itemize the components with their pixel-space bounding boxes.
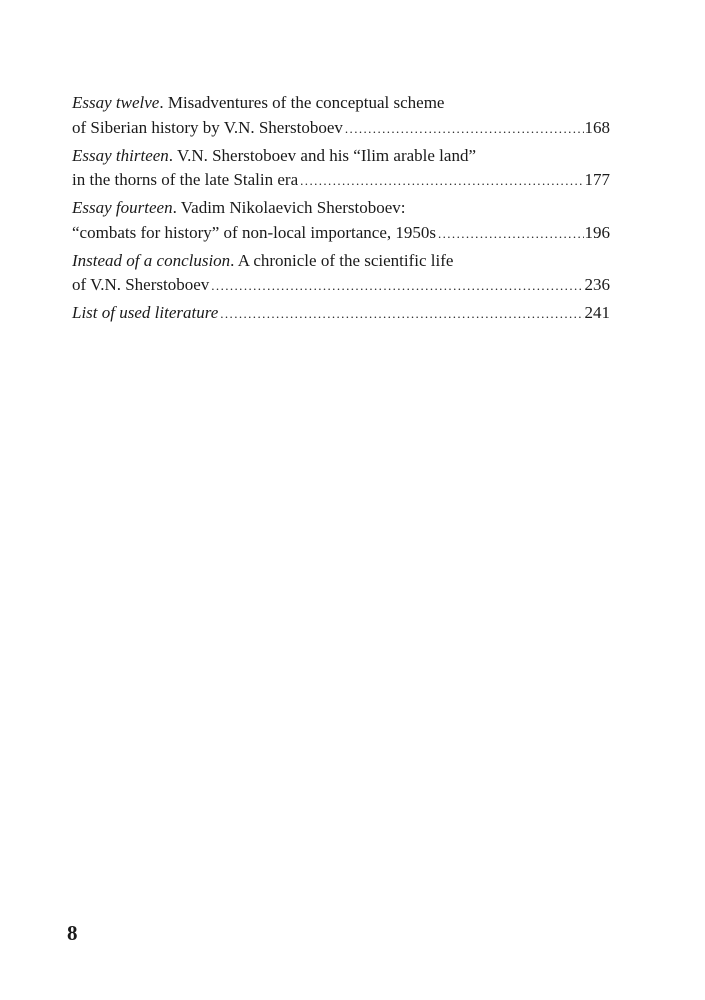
dot-leader: [220, 302, 583, 327]
toc-entry-title: . A chronicle of the scientific life: [230, 250, 454, 270]
toc-entry-label: Instead of a conclusion: [72, 250, 231, 270]
toc-entry-essay-fourteen[interactable]: [72, 196, 610, 246]
toc-entry-page-number: 196: [584, 222, 610, 242]
toc-entry-literature[interactable]: [72, 301, 610, 327]
toc-entry-last-line: [72, 301, 610, 327]
page-number: 8: [67, 921, 78, 945]
toc-entry-title: . Misadventures of the conceptual scheme: [159, 93, 445, 112]
toc-entry-title-continued: in the thorns of the late Stalin era: [72, 170, 299, 189]
toc-entry-last-line: [72, 168, 610, 194]
toc-entry-first-line: [72, 249, 610, 274]
toc-entry-last-line: [72, 221, 610, 247]
toc-entry-title-continued: of Siberian history by V.N. Sherstoboev: [72, 117, 343, 137]
toc-entry-essay-twelve[interactable]: [72, 91, 610, 141]
dot-leader: [345, 117, 584, 142]
toc-entry-page-number: 177: [584, 170, 610, 189]
toc-entry-first-line: [72, 144, 610, 169]
dot-leader: [438, 222, 584, 247]
toc-entry-first-line: [72, 91, 610, 116]
toc-entry-label: Essay twelve: [72, 93, 160, 112]
toc-entry-page-number: 168: [584, 117, 610, 137]
table-of-contents: [72, 91, 610, 329]
toc-entry-label: List of used literature: [72, 303, 219, 322]
toc-entry-first-line: [72, 196, 610, 221]
toc-entry-label: Essay fourteen: [72, 198, 173, 217]
toc-entry-last-line: [72, 116, 610, 142]
toc-entry-title: . V.N. Sherstoboev and his “Ilim arable land”: [168, 145, 476, 165]
toc-entry-label: Essay thirteen: [72, 145, 169, 165]
toc-entry-conclusion[interactable]: [72, 249, 610, 299]
toc-entry-page-number: 241: [584, 303, 610, 322]
dot-leader: [211, 274, 583, 299]
toc-entry-title-continued: of V.N. Sherstoboev: [72, 275, 210, 294]
toc-entry-last-line: [72, 273, 610, 299]
dot-leader: [300, 169, 583, 194]
toc-entry-page-number: 236: [584, 275, 610, 294]
toc-entry-essay-thirteen[interactable]: [72, 144, 610, 194]
toc-entry-title: . Vadim Nikolaevich Sherstoboev:: [172, 198, 406, 217]
toc-entry-title-continued: “combats for history” of non-local importance, 1950s: [72, 222, 436, 242]
